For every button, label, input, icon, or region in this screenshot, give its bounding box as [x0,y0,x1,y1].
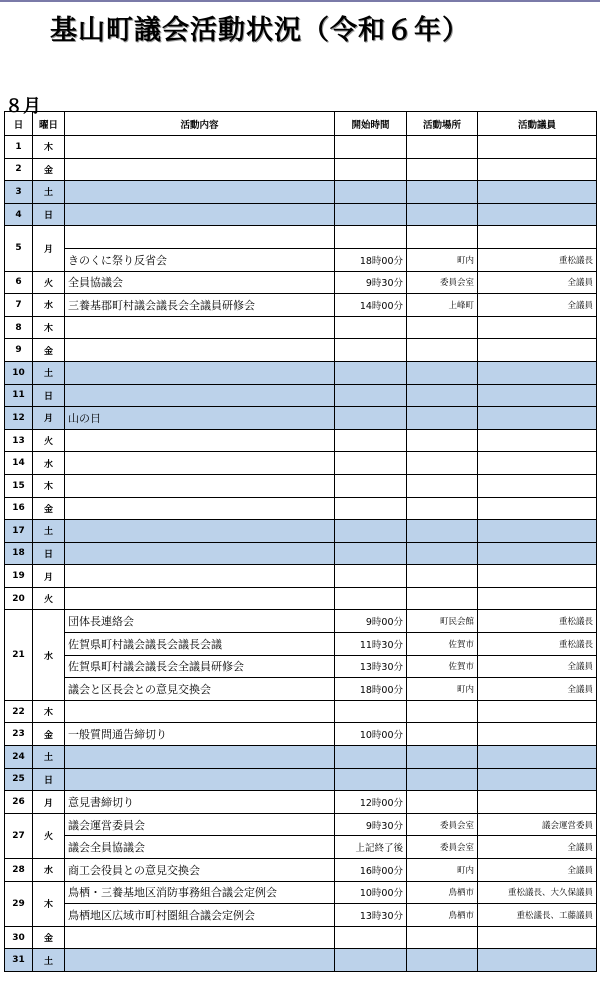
day-cell: 6 [5,271,33,294]
start-time-cell [335,452,407,475]
place-cell [407,542,478,565]
table-row [5,768,597,791]
place-cell: 委員会室 [407,271,478,294]
start-time-cell: 9時00分 [335,610,407,633]
table-row [5,813,597,836]
activity-cell: 一般質問通告締切り [65,723,335,746]
header-activity: 活動内容 [65,112,335,136]
table-row [5,271,597,294]
start-time-cell [335,361,407,384]
day-cell: 22 [5,700,33,723]
activity-cell: 団体長連絡会 [65,610,335,633]
start-time-cell: 12時00分 [335,791,407,814]
start-time-cell [335,520,407,543]
table-row [5,407,597,430]
activity-cell: 三養基郡町村議会議長会全議員研修会 [65,294,335,317]
members-cell: 重松議長、工藤議員 [478,904,597,927]
activity-cell [65,316,335,339]
place-cell [407,700,478,723]
activity-cell: 佐賀県町村議会議長会議長会議 [65,633,335,656]
weekday-cell: 金 [33,926,65,949]
table-row [5,723,597,746]
table-row [5,633,597,656]
activity-cell [65,361,335,384]
weekday-cell: 土 [33,520,65,543]
members-cell: 議会運営委員 [478,813,597,836]
weekday-cell: 金 [33,158,65,181]
table-row [5,158,597,181]
weekday-cell: 水 [33,294,65,317]
weekday-cell: 月 [33,791,65,814]
place-cell: 佐賀市 [407,633,478,656]
members-cell: 全議員 [478,859,597,882]
start-time-cell [335,700,407,723]
start-time-cell: 9時30分 [335,813,407,836]
place-cell [407,587,478,610]
table-row [5,655,597,678]
day-cell: 2 [5,158,33,181]
members-cell: 全議員 [478,294,597,317]
activity-cell [65,181,335,204]
weekday-cell: 木 [33,474,65,497]
top-rule [0,0,600,2]
members-cell [478,926,597,949]
weekday-cell: 木 [33,316,65,339]
table-row [5,791,597,814]
table-row [5,474,597,497]
place-cell [407,384,478,407]
members-cell: 全議員 [478,655,597,678]
weekday-cell: 土 [33,949,65,972]
table-row [5,700,597,723]
members-cell [478,474,597,497]
day-cell: 16 [5,497,33,520]
start-time-cell: 11時30分 [335,633,407,656]
start-time-cell: 18時00分 [335,248,407,271]
day-cell: 27 [5,813,33,858]
weekday-cell: 月 [33,565,65,588]
place-cell: 委員会室 [407,813,478,836]
day-cell: 18 [5,542,33,565]
table-row [5,136,597,159]
day-cell: 17 [5,520,33,543]
start-time-cell [335,746,407,769]
members-cell [478,565,597,588]
activity-cell [65,474,335,497]
start-time-cell [335,226,407,249]
place-cell [407,203,478,226]
members-cell [478,407,597,430]
day-cell: 13 [5,429,33,452]
day-cell: 25 [5,768,33,791]
activity-cell [65,926,335,949]
activity-cell [65,203,335,226]
members-cell [478,226,597,249]
day-cell: 10 [5,361,33,384]
day-cell: 12 [5,407,33,430]
table-row [5,339,597,362]
members-cell: 重松議長、大久保議員 [478,881,597,904]
place-cell [407,429,478,452]
place-cell [407,316,478,339]
weekday-cell: 火 [33,587,65,610]
place-cell [407,136,478,159]
place-cell [407,926,478,949]
members-cell: 重松議長 [478,248,597,271]
members-cell: 全議員 [478,836,597,859]
activity-cell [65,542,335,565]
activity-cell [65,158,335,181]
start-time-cell: 13時30分 [335,655,407,678]
start-time-cell [335,339,407,362]
table-row [5,881,597,904]
header-members: 活動議員 [478,112,597,136]
start-time-cell [335,768,407,791]
start-time-cell [335,542,407,565]
members-cell [478,949,597,972]
day-cell: 11 [5,384,33,407]
place-cell [407,474,478,497]
day-cell: 28 [5,859,33,882]
start-time-cell: 18時00分 [335,678,407,701]
weekday-cell: 水 [33,452,65,475]
weekday-cell: 土 [33,746,65,769]
day-cell: 15 [5,474,33,497]
start-time-cell [335,587,407,610]
weekday-cell: 土 [33,361,65,384]
activity-cell: 商工会役員との意見交換会 [65,859,335,882]
day-cell: 3 [5,181,33,204]
members-cell [478,429,597,452]
table-row [5,497,597,520]
place-cell [407,565,478,588]
weekday-cell: 水 [33,859,65,882]
day-cell: 24 [5,746,33,769]
day-cell: 14 [5,452,33,475]
table-row [5,203,597,226]
day-cell: 7 [5,294,33,317]
members-cell [478,361,597,384]
activity-cell: 鳥栖地区広域市町村圏組合議会定例会 [65,904,335,927]
weekday-cell: 火 [33,813,65,858]
activity-cell [65,520,335,543]
members-cell [478,384,597,407]
header-place: 活動場所 [407,112,478,136]
table-row [5,542,597,565]
table-row [5,452,597,475]
activity-cell [65,746,335,769]
members-cell [478,181,597,204]
activity-cell [65,226,335,249]
activity-cell [65,949,335,972]
start-time-cell: 10時00分 [335,723,407,746]
table-row [5,926,597,949]
table-row [5,520,597,543]
activity-cell [65,452,335,475]
table-row [5,429,597,452]
start-time-cell [335,136,407,159]
table-row [5,836,597,859]
members-cell [478,203,597,226]
table-row [5,859,597,882]
day-cell: 5 [5,226,33,271]
place-cell [407,791,478,814]
weekday-cell: 金 [33,339,65,362]
day-cell: 21 [5,610,33,700]
activity-cell [65,565,335,588]
weekday-cell: 日 [33,542,65,565]
table-row [5,949,597,972]
day-cell: 26 [5,791,33,814]
start-time-cell: 9時30分 [335,271,407,294]
place-cell: 上峰町 [407,294,478,317]
start-time-cell [335,474,407,497]
table-row [5,904,597,927]
table-row [5,248,597,271]
day-cell: 19 [5,565,33,588]
table-row [5,746,597,769]
place-cell: 鳥栖市 [407,881,478,904]
members-cell [478,316,597,339]
weekday-cell: 月 [33,407,65,430]
start-time-cell: 14時00分 [335,294,407,317]
place-cell [407,520,478,543]
start-time-cell: 16時00分 [335,859,407,882]
activity-cell [65,429,335,452]
activity-cell: 佐賀県町村議会議長会全議員研修会 [65,655,335,678]
start-time-cell [335,316,407,339]
members-cell [478,136,597,159]
day-cell: 30 [5,926,33,949]
start-time-cell [335,384,407,407]
table-row [5,565,597,588]
place-cell [407,181,478,204]
header-row [5,112,597,136]
table-row [5,316,597,339]
place-cell: 町内 [407,248,478,271]
activity-cell [65,384,335,407]
place-cell [407,452,478,475]
start-time-cell [335,429,407,452]
place-cell [407,158,478,181]
place-cell [407,746,478,769]
place-cell [407,226,478,249]
table-row [5,587,597,610]
activity-cell: 山の日 [65,407,335,430]
start-time-cell: 13時30分 [335,904,407,927]
table-row [5,226,597,249]
table-row [5,610,597,633]
weekday-cell: 木 [33,881,65,926]
weekday-cell: 火 [33,271,65,294]
page-title: 基山町議会活動状況（令和６年） [50,15,470,46]
day-cell: 29 [5,881,33,926]
schedule-body [5,136,597,972]
activity-cell [65,136,335,159]
table-row [5,384,597,407]
activity-cell: 意見書締切り [65,791,335,814]
members-cell: 重松議長 [478,633,597,656]
place-cell [407,339,478,362]
day-cell: 20 [5,587,33,610]
table-row [5,181,597,204]
day-cell: 4 [5,203,33,226]
members-cell [478,791,597,814]
activity-cell: 鳥栖・三養基地区消防事務組合議会定例会 [65,881,335,904]
weekday-cell: 日 [33,203,65,226]
day-cell: 9 [5,339,33,362]
weekday-cell: 日 [33,384,65,407]
members-cell: 重松議長 [478,610,597,633]
table-row [5,361,597,384]
place-cell: 委員会室 [407,836,478,859]
weekday-cell: 金 [33,497,65,520]
place-cell: 町内 [407,678,478,701]
place-cell [407,723,478,746]
members-cell [478,339,597,362]
start-time-cell: 上記終了後 [335,836,407,859]
header-weekday: 曜日 [33,112,65,136]
weekday-cell: 土 [33,181,65,204]
header-day: 日 [5,112,33,136]
activity-cell [65,700,335,723]
activity-cell [65,339,335,362]
start-time-cell [335,926,407,949]
table-row [5,678,597,701]
day-cell: 23 [5,723,33,746]
members-cell [478,768,597,791]
members-cell [478,723,597,746]
members-cell [478,520,597,543]
members-cell [478,700,597,723]
activity-cell: 議会と区長会との意見交換会 [65,678,335,701]
activity-cell: 議会全員協議会 [65,836,335,859]
start-time-cell [335,181,407,204]
members-cell [478,587,597,610]
place-cell: 町民会館 [407,610,478,633]
start-time-cell [335,497,407,520]
members-cell [478,158,597,181]
activity-cell: きのくに祭り反省会 [65,248,335,271]
place-cell [407,497,478,520]
weekday-cell: 火 [33,429,65,452]
activity-cell [65,497,335,520]
start-time-cell [335,565,407,588]
start-time-cell [335,407,407,430]
weekday-cell: 金 [33,723,65,746]
place-cell: 鳥栖市 [407,904,478,927]
activity-cell [65,587,335,610]
members-cell: 全議員 [478,678,597,701]
weekday-cell: 木 [33,136,65,159]
place-cell: 佐賀市 [407,655,478,678]
day-cell: 31 [5,949,33,972]
place-cell [407,407,478,430]
start-time-cell [335,158,407,181]
month-label: ８月 [5,96,41,117]
place-cell [407,768,478,791]
table-row [5,294,597,317]
members-cell [478,746,597,769]
members-cell [478,452,597,475]
members-cell: 全議員 [478,271,597,294]
weekday-cell: 木 [33,700,65,723]
place-cell [407,361,478,384]
place-cell [407,949,478,972]
header-start-time: 開始時間 [335,112,407,136]
start-time-cell [335,949,407,972]
weekday-cell: 水 [33,610,65,700]
weekday-cell: 日 [33,768,65,791]
activity-cell: 全員協議会 [65,271,335,294]
start-time-cell: 10時00分 [335,881,407,904]
day-cell: 8 [5,316,33,339]
activity-cell: 議会運営委員会 [65,813,335,836]
members-cell [478,542,597,565]
activity-cell [65,768,335,791]
start-time-cell [335,203,407,226]
schedule-table [4,111,597,972]
day-cell: 1 [5,136,33,159]
place-cell: 町内 [407,859,478,882]
weekday-cell: 月 [33,226,65,271]
members-cell [478,497,597,520]
